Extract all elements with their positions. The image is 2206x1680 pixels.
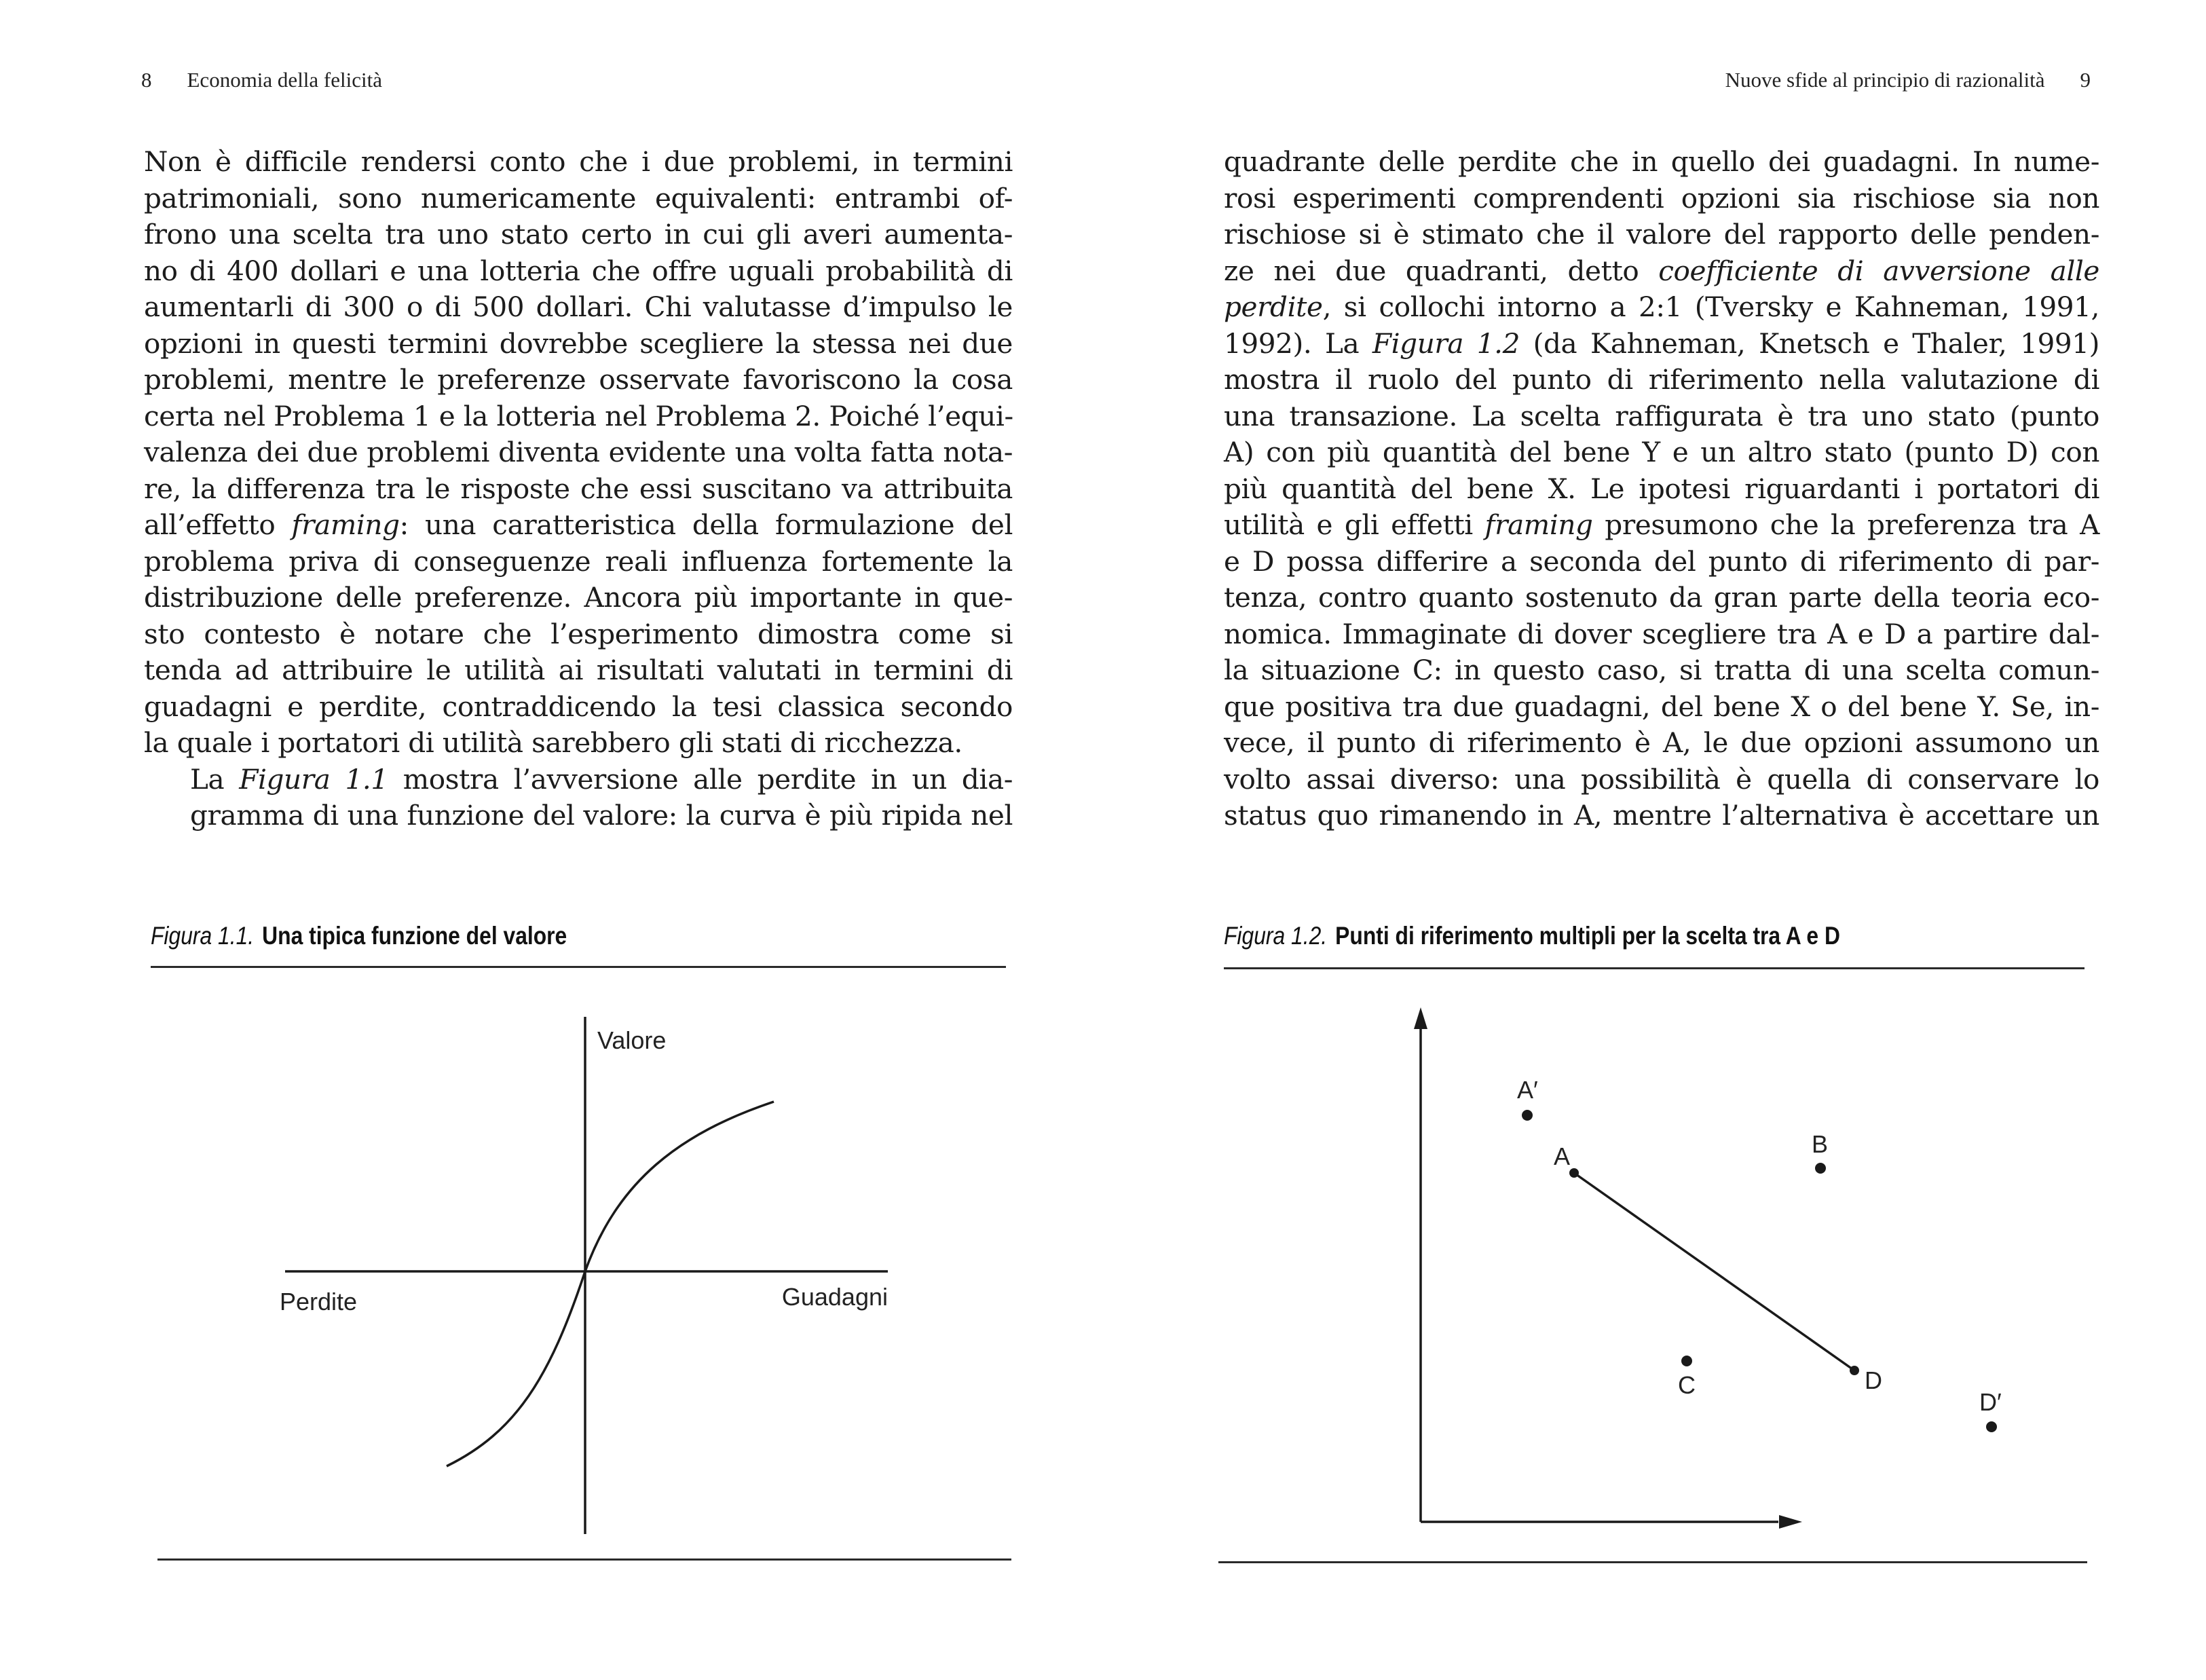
italic-text: coefficiente di avversione alle — [1658, 254, 2100, 287]
label-d-prime: D′ — [1979, 1388, 2002, 1416]
text-line: quadrante delle perdite che in quello dei guadagni. In nume- — [1224, 145, 2099, 178]
point-d — [1850, 1366, 1859, 1375]
paragraph — [1224, 144, 2099, 834]
right-body-text — [1224, 144, 2099, 834]
text-line — [1224, 289, 2099, 326]
text-line: A) con più quantità del bene Y e un altro stato (punto D) con — [1224, 436, 2099, 468]
italic-text: perdite — [1224, 291, 1323, 323]
figure-number: Figura 1.2. — [1224, 922, 1328, 950]
point-b — [1815, 1163, 1826, 1174]
text-line: que positiva tra due guadagni, del bene X o del bene Y. Se, in- — [1224, 690, 2099, 723]
chapter-title: Nuove sfide al principio di razionalità — [1725, 68, 2045, 92]
text-line: tenda ad attribuire le utilità ai risultati valutati in termini di — [144, 654, 1013, 686]
running-head-right — [1725, 68, 2091, 92]
text-line: aumentarli di 300 o di 500 dollari. Chi valutasse d’impulso le — [144, 291, 1013, 323]
text-line — [144, 762, 1013, 798]
text-run: (da Kahneman, Knetsch e Thaler, 1991) — [1519, 326, 2099, 360]
figure-title: Una tipica funzione del valore — [262, 922, 567, 950]
text-line: re, la differenza tra le risposte che essi suscitano va attribuita — [144, 472, 1013, 505]
book-title: Economia della felicità — [187, 68, 382, 92]
text-run: utilità e gli effetti — [1224, 508, 1485, 541]
text-line: guadagni e perdite, contraddicendo la tesi classica secondo — [144, 690, 1013, 723]
figure-top-rule — [1224, 967, 2085, 969]
label-d: D — [1865, 1366, 1882, 1394]
paragraph — [144, 144, 1013, 762]
text-run: presumono che la preferenza tra A — [1592, 508, 2099, 541]
figure-number: Figura 1.1. — [151, 922, 255, 950]
text-line: certa nel Problema 1 e la lotteria nel Problema 2. Poiché l’equi- — [144, 399, 1013, 432]
text-line: patrimoniali, sono numericamente equivalenti: entrambi of- — [144, 181, 1013, 214]
x-negative-label: Perdite — [280, 1288, 358, 1315]
text-line: tenza, contro quanto sostenuto da gran parte della teoria eco- — [1224, 581, 2099, 614]
text-line — [1224, 253, 2099, 290]
text-run: all’effetto — [144, 508, 292, 541]
text-line: una transazione. La scelta raffigurata è tra uno stato (punto — [1224, 399, 2099, 432]
text-line: e D possa differire a seconda del punto di riferimento di par- — [1224, 544, 2099, 578]
point-a — [1569, 1168, 1579, 1178]
text-line: problemi, mentre le preferenze osservate favoriscono la cosa — [144, 363, 1013, 396]
figure-title: Punti di riferimento multipli per la scelta tra A e D — [1335, 922, 1840, 950]
figure-caption — [1224, 922, 1840, 950]
point-c — [1681, 1356, 1692, 1366]
text-line: distribuzione delle preferenze. Ancora più importante in que- — [144, 581, 1013, 614]
text-line — [1224, 326, 2099, 362]
text-run: La — [190, 762, 240, 796]
text-line: mostra il ruolo del punto di riferimento nella valutazione di — [1224, 363, 2099, 396]
point-d-prime — [1986, 1421, 1997, 1432]
italic-text: framing — [1484, 508, 1593, 541]
italic-text: Figura 1.1 — [239, 762, 388, 796]
text-run: ze nei due quadranti, detto — [1224, 254, 1659, 287]
text-line: la quale i portatori di utilità sarebbero gli stati di ricchezza. — [144, 726, 962, 759]
text-line: nomica. Immaginate di dover scegliere tra A e D a partire dal- — [1224, 617, 2099, 650]
running-head-left — [141, 68, 382, 92]
page-number-right: 9 — [2080, 68, 2091, 92]
text-line: la situazione C: in questo caso, si tratta di una scelta comun- — [1224, 654, 2099, 686]
text-line: rischiose si è stimato che il valore del rapporto delle penden- — [1224, 218, 2099, 250]
text-line: rosi esperimenti comprendenti opzioni sia rischiose sia non — [1224, 181, 2099, 214]
x-positive-label: Guadagni — [781, 1283, 888, 1311]
left-body-text — [144, 144, 1013, 834]
text-line: volto assai diverso: una possibilità è quella di conservare lo — [1224, 762, 2099, 796]
text-line: frono una scelta tra uno stato certo in cui gli averi aumenta- — [144, 218, 1013, 250]
text-line: vece, il punto di riferimento è A, le due opzioni assumono un — [1224, 726, 2099, 759]
figure-top-rule — [151, 966, 1006, 968]
a-to-d-segment — [1574, 1173, 1854, 1370]
text-line: status quo rimanendo in A, mentre l’alternativa è accettare un — [1224, 799, 2099, 832]
text-line: no di 400 dollari e una lotteria che offre uguali probabilità di — [144, 254, 1013, 287]
figure-bottom-rule — [157, 1558, 1011, 1561]
text-run: 1992). La — [1224, 326, 1372, 360]
reference-points-plot — [1402, 1005, 2080, 1534]
text-run: : una caratteristica della formulazione del — [399, 508, 1013, 541]
text-run: mostra l’avversione alle perdite in un dia- — [388, 762, 1013, 796]
figure-caption — [151, 922, 567, 950]
value-function-figure — [258, 998, 910, 1541]
label-b: B — [1812, 1130, 1829, 1158]
italic-text: framing — [291, 508, 400, 541]
text-line: valenza dei due problemi diventa evidente una volta fatta nota- — [144, 436, 1013, 468]
text-line — [144, 507, 1013, 544]
text-line: gramma di una funzione del valore: la curva è più ripida nel — [190, 799, 1013, 832]
right-page — [1103, 0, 2206, 1680]
label-c: C — [1678, 1371, 1696, 1399]
page-number-left: 8 — [141, 68, 152, 92]
text-run: , si collochi intorno a 2:1 (Tversky e Kahneman, 1991, — [1322, 291, 2099, 323]
text-line: sto contesto è notare che l’esperimento dimostra come si — [144, 617, 1013, 650]
point-a-prime — [1522, 1110, 1533, 1121]
text-line: problema priva di conseguenze reali influenza fortemente la — [144, 544, 1013, 578]
text-line: più quantità del bene X. Le ipotesi riguardanti i portatori di — [1224, 472, 2099, 505]
label-a: A — [1554, 1142, 1571, 1170]
figure-bottom-rule — [1218, 1561, 2087, 1563]
y-axis-label: Valore — [597, 1026, 667, 1054]
text-line — [1224, 507, 2099, 544]
paragraph — [144, 762, 1013, 834]
value-curve — [447, 1102, 774, 1466]
text-line: opzioni in questi termini dovrebbe scegliere la stessa nei due — [144, 326, 1013, 360]
label-a-prime: A′ — [1517, 1076, 1538, 1104]
italic-text: Figura 1.2 — [1372, 326, 1520, 360]
text-line: Non è difficile rendersi conto che i due problemi, in termini — [144, 145, 1013, 178]
